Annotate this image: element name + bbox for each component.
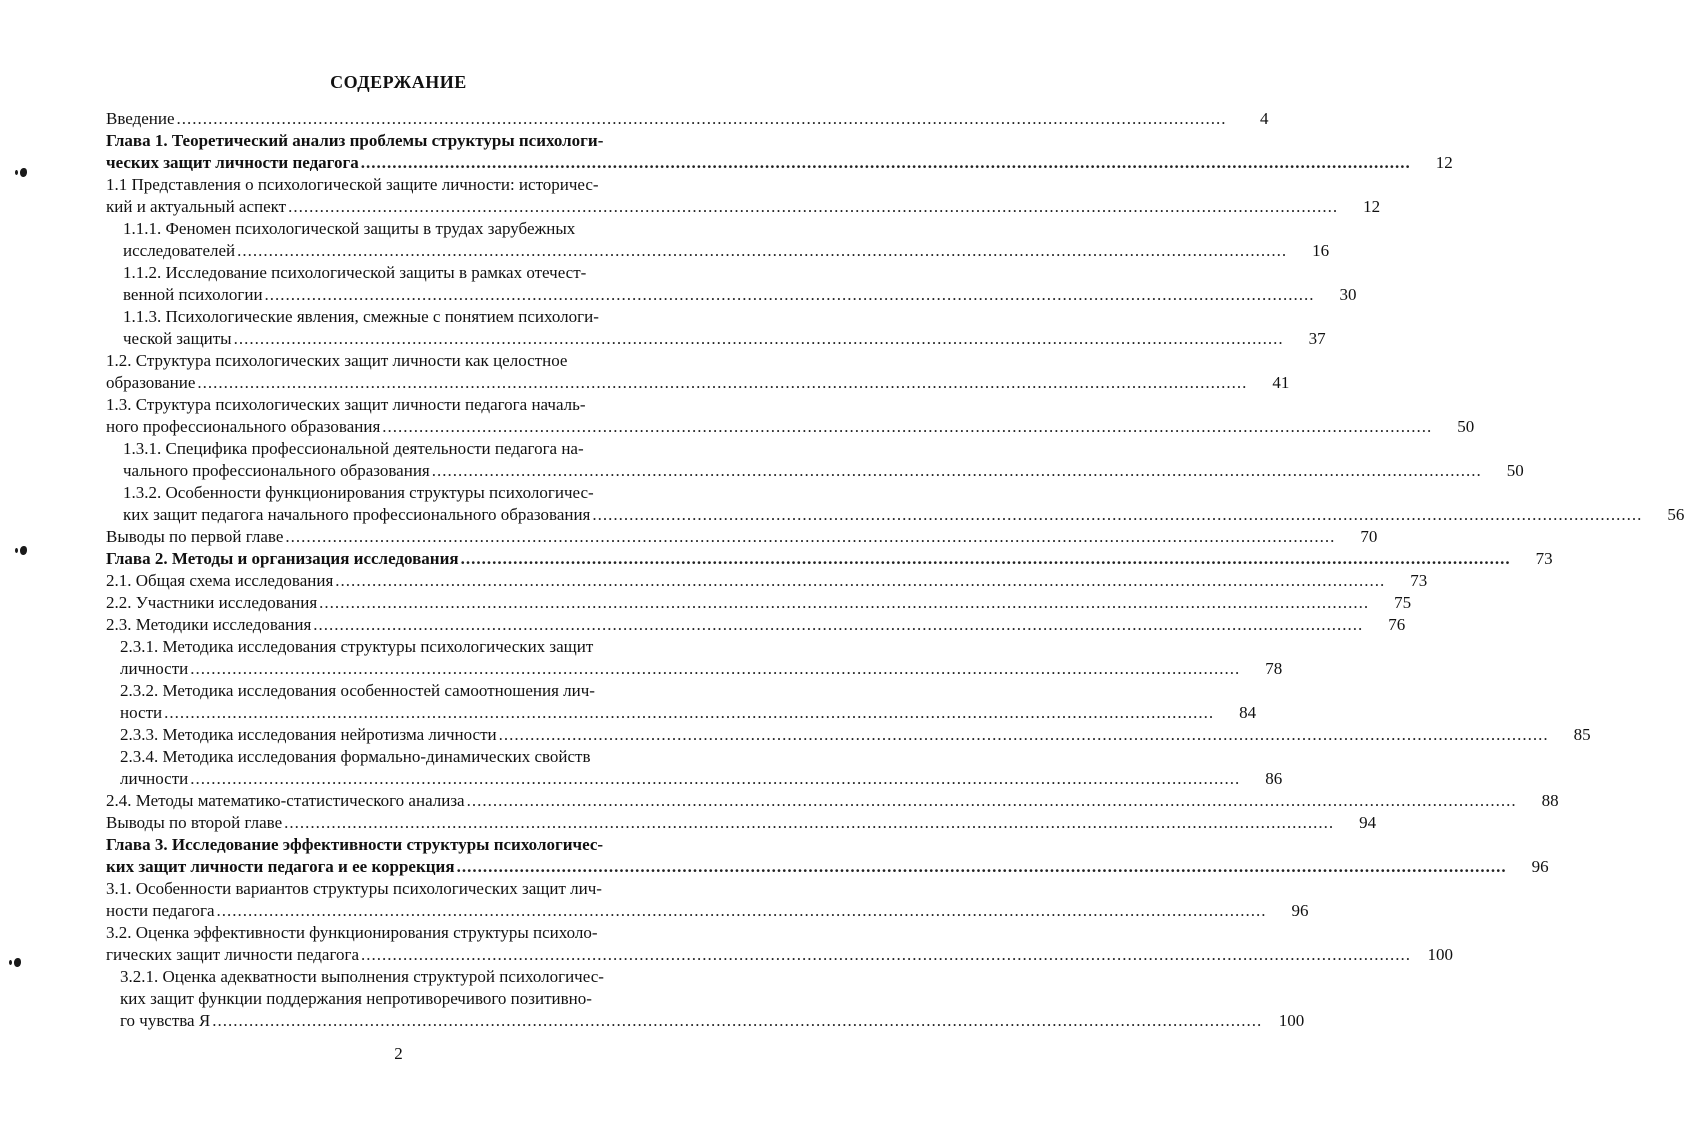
toc-entry — [106, 372, 1290, 394]
toc-entry-page: 56 — [1667, 505, 1684, 524]
toc-entry-text: Глава 1. Теоретический анализ проблемы структуры психологи- — [106, 131, 604, 150]
toc-entry-text: 1.1.2. Исследование психологической защиты в рамках отечест- — [123, 263, 587, 282]
toc-entry-text: го чувства Я — [120, 1011, 211, 1030]
toc-leader-dots: ........................................................................................................................................................................................................ — [498, 725, 1549, 744]
toc-entry-text: личности — [120, 769, 189, 788]
toc-entry — [106, 636, 756, 658]
toc-leader-dots: ........................................................................................................................................................................................................ — [288, 197, 1339, 216]
toc-entry-page: 73 — [1535, 549, 1553, 568]
toc-leader-dots: ........................................................................................................................................................................................................ — [466, 791, 1517, 810]
scan-speck-mark — [20, 546, 27, 555]
toc-leader-dots: ........................................................................................................................................................................................................ — [360, 153, 1411, 172]
toc-entry — [106, 812, 1377, 834]
toc-entry — [106, 724, 1591, 746]
toc-entry — [106, 944, 1454, 966]
toc-leader-dots: ........................................................................................................................................................................................................ — [237, 241, 1288, 260]
toc-entry-text: 2.3.1. Методика исследования структуры психологических защит — [120, 637, 594, 656]
toc-entry — [106, 658, 1283, 680]
toc-leader-dots: ........................................................................................................................................................................................................ — [335, 571, 1386, 590]
toc-entry — [106, 284, 1357, 306]
toc-entry-text: Глава 3. Исследование эффективности структуры психологичес- — [106, 835, 604, 854]
toc-entry-text: 1.3.2. Особенности функционирования структуры психологичес- — [123, 483, 594, 502]
toc-entry-page: 41 — [1272, 373, 1290, 392]
toc-entry-text: ческих защит личности педагога — [106, 153, 359, 172]
toc-entry-text: чального профессионального образования — [123, 461, 430, 480]
toc-entry-page: 94 — [1359, 813, 1377, 832]
toc-entry-page: 88 — [1541, 791, 1559, 810]
toc-entry — [106, 328, 1326, 350]
toc-entry-text: 1.1 Представления о психологической защите личности: историчес- — [106, 175, 599, 194]
toc-entry-text: образование — [106, 373, 196, 392]
toc-entry — [106, 922, 756, 944]
toc-entry — [106, 482, 756, 504]
toc-entry-text: 2.3. Методики исследования — [106, 615, 312, 634]
toc-entry — [106, 856, 1549, 878]
toc-entry-text: 1.1.1. Феномен психологической защиты в трудах зарубежных — [123, 219, 576, 238]
toc-entry-text: 3.2. Оценка эффективности функционирования структуры психоло- — [106, 923, 598, 942]
toc-entry-page: 50 — [1457, 417, 1475, 436]
toc-entry-text: венной психологии — [123, 285, 263, 304]
toc-leader-dots: ........................................................................................................................................................................................................ — [176, 109, 1227, 128]
toc-entry — [106, 174, 756, 196]
toc-entry-page: 12 — [1363, 197, 1381, 216]
toc-entry — [106, 526, 1378, 548]
toc-entry-text: 2.1. Общая схема исследования — [106, 571, 334, 590]
toc-leader-dots: ........................................................................................................................................................................................................ — [264, 285, 1315, 304]
toc-leader-dots: ........................................................................................................................................................................................................ — [592, 505, 1643, 524]
toc-entry-text: Введение — [106, 109, 175, 128]
page-number: 2 — [394, 1044, 403, 1063]
toc-entry-page: 70 — [1360, 527, 1378, 546]
toc-entry — [106, 592, 1412, 614]
toc-entry — [106, 218, 756, 240]
toc-entry — [106, 394, 756, 416]
toc-entry — [106, 746, 756, 768]
toc-entry — [106, 196, 1381, 218]
toc-entry-page: 37 — [1308, 329, 1326, 348]
toc-entry-page: 4 — [1260, 109, 1269, 128]
toc-leader-dots: ........................................................................................................................................................................................................ — [164, 703, 1215, 722]
toc-entry — [106, 262, 756, 284]
toc-entry — [106, 900, 1309, 922]
toc-leader-dots: ........................................................................................................................................................................................................ — [212, 1011, 1263, 1030]
toc-entry — [106, 438, 756, 460]
toc-leader-dots: ........................................................................................................................................................................................................ — [285, 527, 1336, 546]
toc-entry-page: 75 — [1394, 593, 1412, 612]
toc-leader-dots: ........................................................................................................................................................................................................ — [319, 593, 1370, 612]
toc-leader-dots: ........................................................................................................................................................................................................ — [233, 329, 1284, 348]
toc-entry-text: Выводы по второй главе — [106, 813, 283, 832]
toc-leader-dots: ........................................................................................................................................................................................................ — [197, 373, 1248, 392]
scan-speck-mark — [20, 168, 27, 177]
toc-entry-page: 30 — [1339, 285, 1357, 304]
toc-entry-page: 50 — [1506, 461, 1524, 480]
toc-entry-text: 2.3.3. Методика исследования нейротизма личности — [120, 725, 497, 744]
toc-entry — [106, 1010, 1305, 1032]
toc-leader-dots: ........................................................................................................................................................................................................ — [460, 549, 1511, 568]
toc-entry — [106, 240, 1330, 262]
toc-entry-text: кий и актуальный аспект — [106, 197, 287, 216]
toc-leader-dots: ........................................................................................................................................................................................................ — [431, 461, 1482, 480]
toc-entry-text: 3.1. Особенности вариантов структуры психологических защит лич- — [106, 879, 602, 898]
toc-entry — [106, 504, 1684, 526]
toc-entry — [106, 966, 756, 988]
toc-entry-page: 100 — [1278, 1011, 1305, 1030]
toc-leader-dots: ........................................................................................................................................................................................................ — [190, 659, 1241, 678]
toc-entry — [106, 570, 1428, 592]
toc-leader-dots: ........................................................................................................................................................................................................ — [284, 813, 1335, 832]
toc-entry-text: 3.2.1. Оценка адекватности выполнения структурой психологичес- — [120, 967, 604, 986]
toc-entry — [106, 680, 756, 702]
toc-entry-text: 2.2. Участники исследования — [106, 593, 318, 612]
toc-entry — [106, 768, 1283, 790]
toc-entry-page: 78 — [1265, 659, 1283, 678]
toc-entry-text: ности педагога — [106, 901, 215, 920]
toc-entry — [106, 834, 756, 856]
toc-leader-dots: ........................................................................................................................................................................................................ — [382, 417, 1433, 436]
toc-leader-dots: ........................................................................................................................................................................................................ — [313, 615, 1364, 634]
toc-entry-page: 76 — [1388, 615, 1406, 634]
table-of-contents — [106, 108, 1684, 1032]
toc-entry — [106, 350, 756, 372]
toc-entry — [106, 460, 1524, 482]
toc-entry — [106, 416, 1475, 438]
toc-entry — [106, 108, 1269, 130]
toc-entry-page: 96 — [1531, 857, 1549, 876]
toc-leader-dots: ........................................................................................................................................................................................................ — [190, 769, 1241, 788]
toc-entry — [106, 878, 756, 900]
toc-entry-text: 1.2. Структура психологических защит личности как целостное — [106, 351, 568, 370]
toc-entry-page: 73 — [1410, 571, 1428, 590]
toc-entry-text: гических защит личности педагога — [106, 945, 360, 964]
toc-entry-page: 100 — [1427, 945, 1454, 964]
toc-entry-text: ного профессионального образования — [106, 417, 381, 436]
toc-entry-text: 1.3.1. Специфика профессиональной деятельности педагога на- — [123, 439, 584, 458]
toc-entry-text: ких защит личности педагога и ее коррекция — [106, 857, 455, 876]
toc-leader-dots: ........................................................................................................................................................................................................ — [216, 901, 1267, 920]
toc-entry-page: 86 — [1265, 769, 1283, 788]
toc-entry-page: 84 — [1239, 703, 1257, 722]
toc-entry-text: личности — [120, 659, 189, 678]
toc-entry-text: 1.3. Структура психологических защит личности педагога началь- — [106, 395, 586, 414]
toc-entry-text: Глава 2. Методы и организация исследования — [106, 549, 459, 568]
toc-entry-text: 2.4. Методы математико-статистического анализа — [106, 791, 465, 810]
toc-entry — [106, 306, 756, 328]
toc-entry-text: 2.3.4. Методика исследования формально-динамических свойств — [120, 747, 591, 766]
toc-entry-page: 16 — [1312, 241, 1330, 260]
toc-entry-text: Выводы по первой главе — [106, 527, 284, 546]
toc-entry-text: ких защит педагога начального профессионального образования — [123, 505, 591, 524]
toc-entry-text: ких защит функции поддержания непротиворечивого позитивно- — [120, 989, 592, 1008]
toc-entry-page: 12 — [1435, 153, 1453, 172]
toc-entry — [106, 614, 1406, 636]
toc-entry — [106, 152, 1453, 174]
toc-leader-dots: ........................................................................................................................................................................................................ — [456, 857, 1507, 876]
toc-entry-text: исследователей — [123, 241, 236, 260]
toc-entry — [106, 548, 1553, 570]
toc-entry — [106, 790, 1559, 812]
toc-entry-text: 1.1.3. Психологические явления, смежные с понятием психологи- — [123, 307, 599, 326]
toc-entry — [106, 130, 756, 152]
scan-speck-mark — [14, 958, 21, 967]
toc-entry-text: ческой защиты — [123, 329, 232, 348]
toc-entry — [106, 702, 1257, 724]
toc-entry-page: 85 — [1573, 725, 1591, 744]
toc-entry-text: ности — [120, 703, 163, 722]
toc-entry-text: 2.3.2. Методика исследования особенностей самоотношения лич- — [120, 681, 595, 700]
toc-leader-dots: ........................................................................................................................................................................................................ — [361, 945, 1412, 964]
toc-title: СОДЕРЖАНИЕ — [330, 72, 467, 92]
toc-entry-page: 96 — [1291, 901, 1309, 920]
toc-entry — [106, 988, 756, 1010]
